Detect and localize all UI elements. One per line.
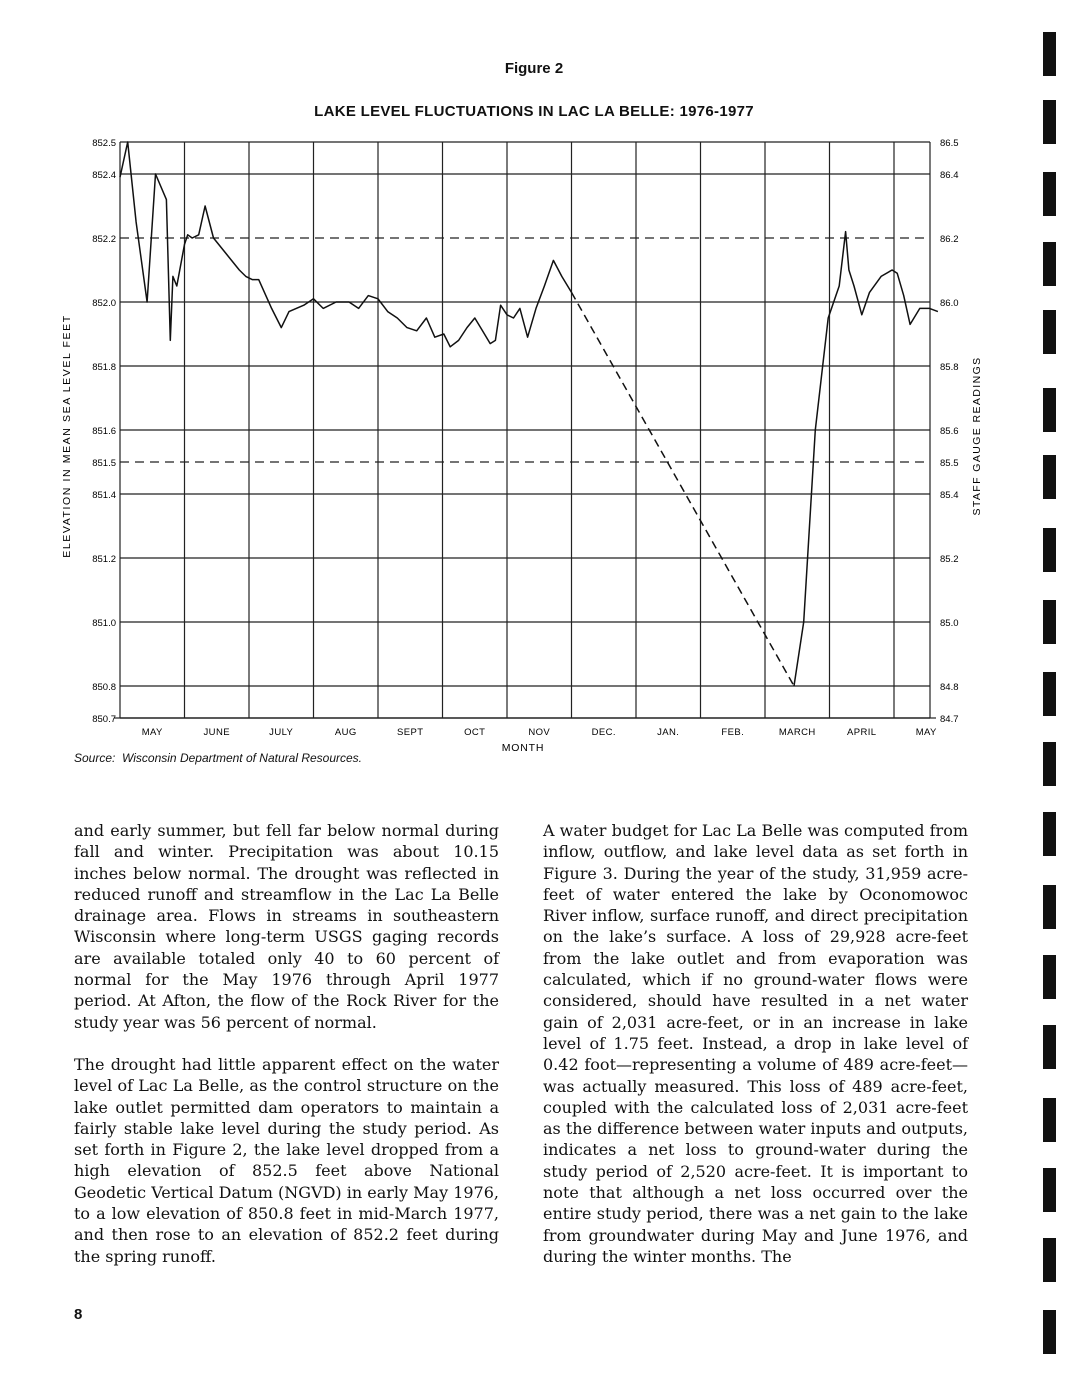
x-tick-label: MAY bbox=[915, 727, 937, 738]
x-tick-label: JAN. bbox=[657, 727, 680, 738]
y-tick-label: 851.0 bbox=[92, 618, 116, 629]
margin-tab bbox=[1043, 32, 1056, 76]
x-tick-label: MAY bbox=[141, 727, 163, 738]
x-tick-label: MARCH bbox=[778, 727, 816, 738]
y2-tick-label: 85.8 bbox=[940, 362, 959, 373]
measured-series-line bbox=[794, 232, 938, 686]
y-tick-label: 852.4 bbox=[92, 170, 116, 181]
right-column bbox=[543, 820, 968, 1288]
x-tick-label: JULY bbox=[269, 727, 294, 738]
y2-tick-label: 86.2 bbox=[940, 234, 959, 245]
y2-axis-label: STAFF GAUGE READINGS bbox=[971, 356, 983, 516]
margin-tab bbox=[1043, 242, 1056, 286]
margin-tab bbox=[1043, 812, 1056, 856]
y-tick-label: 852.5 bbox=[92, 138, 116, 149]
margin-tab bbox=[1043, 1098, 1056, 1142]
margin-tab bbox=[1043, 310, 1056, 354]
x-tick-label: DEC. bbox=[591, 727, 616, 738]
y-tick-label: 851.6 bbox=[92, 426, 116, 437]
margin-tab bbox=[1043, 455, 1056, 499]
y-tick-label: 852.2 bbox=[92, 234, 116, 245]
figure-label: Figure 2 bbox=[504, 60, 564, 77]
source-text: Wisconsin Department of Natural Resources. bbox=[122, 751, 363, 765]
margin-tab bbox=[1043, 1238, 1056, 1282]
y-axis-label: ELEVATION IN MEAN SEA LEVEL FEET bbox=[61, 314, 73, 558]
left-column bbox=[74, 820, 499, 1288]
figure-title: LAKE LEVEL FLUCTUATIONS IN LAC LA BELLE: 1976-1977 bbox=[314, 103, 754, 120]
y-tick-label: 851.4 bbox=[92, 490, 116, 501]
y2-tick-label: 84.8 bbox=[940, 682, 959, 693]
margin-tab bbox=[1043, 1310, 1056, 1354]
right-axis-tick-labels bbox=[940, 138, 959, 725]
x-tick-label: OCT bbox=[464, 727, 486, 738]
y-tick-label: 852.0 bbox=[92, 298, 116, 309]
paragraph: and early summer, but fell far below normal during fall and winter. Precipitation was about 10.15 inches below normal. The drought was reflected in reduced runoff and streamflow in the Lac La Belle drainage area. Flows in streams in southeastern Wisconsin where long-term USGS gaging records are available totaled only 40 to 60 percent of normal for the May 1976 through April 1977 period. At Afton, the flow of the Rock River for the study year was 56 percent of normal. bbox=[74, 821, 499, 1032]
margin-tab bbox=[1043, 955, 1056, 999]
paragraph: The drought had little apparent effect on the water level of Lac La Belle, as the control structure on the lake outlet permitted dam operators to maintain a fairly stable lake level during the study period. As set forth in Figure 2, the lake level dropped from a high elevation of 852.5 feet above National Geodetic Vertical Datum (NGVD) in early May 1976, to a low elevation of 850.8 feet in mid-March 1977, and then rose to an elevation of 852.2 feet during the spring runoff. bbox=[74, 1054, 499, 1266]
left-axis-tick-labels bbox=[92, 138, 116, 725]
lake-level-series bbox=[120, 142, 938, 686]
y2-tick-label: 84.7 bbox=[940, 714, 959, 725]
margin-tab bbox=[1043, 600, 1056, 644]
month-tick-labels bbox=[142, 727, 937, 738]
y2-tick-label: 85.4 bbox=[940, 490, 959, 501]
x-tick-label: NOV bbox=[528, 727, 551, 738]
interpolated-series-line bbox=[572, 292, 795, 686]
margin-tab bbox=[1043, 172, 1056, 216]
y-tick-label: 850.7 bbox=[92, 714, 116, 725]
margin-tab bbox=[1043, 672, 1056, 716]
y-tick-label: 851.2 bbox=[92, 554, 116, 565]
margin-tab bbox=[1043, 1025, 1056, 1069]
y2-tick-label: 86.0 bbox=[940, 298, 959, 309]
page-number: 8 bbox=[74, 1306, 83, 1323]
y2-tick-label: 85.2 bbox=[940, 554, 959, 565]
lake-level-chart bbox=[0, 130, 1000, 760]
margin-tab bbox=[1043, 388, 1056, 432]
y2-tick-label: 85.0 bbox=[940, 618, 959, 629]
figure-source bbox=[74, 751, 362, 765]
margin-tab bbox=[1043, 1168, 1056, 1212]
y2-tick-label: 85.5 bbox=[940, 458, 959, 469]
x-tick-label: SEPT bbox=[397, 727, 424, 738]
x-axis-label: MONTH bbox=[501, 742, 545, 754]
measured-series-line bbox=[120, 142, 572, 347]
margin-tab bbox=[1043, 742, 1056, 786]
y2-tick-label: 86.4 bbox=[940, 170, 959, 181]
y-tick-label: 850.8 bbox=[92, 682, 116, 693]
x-tick-label: APRIL bbox=[847, 727, 877, 738]
horizontal-gridlines bbox=[114, 142, 936, 718]
margin-tab bbox=[1043, 100, 1056, 144]
source-prefix: Source: bbox=[74, 751, 116, 765]
x-tick-label: FEB. bbox=[721, 727, 745, 738]
margin-tab bbox=[1043, 528, 1056, 572]
y-tick-label: 851.8 bbox=[92, 362, 116, 373]
margin-tab bbox=[1043, 885, 1056, 929]
paragraph: A water budget for Lac La Belle was computed from inflow, outflow, and lake level data as set forth in Figure 3. During the year of the study, 31,959 acre-feet of water entered the lake by Oconomowoc River inflow, surface runoff, and direct precipitation on the lake’s surface. A loss of 29,928 acre-feet from the lake outlet and from evaporation was calculated, which if no ground-water flows were considered, should have resulted in a net water gain of 2,031 acre-feet, or in an increase in lake level of 1.75 feet. Instead, a drop in lake level of 0.42 foot—representing a volume of 489 acre-feet—was actually measured. This loss of 489 acre-feet, coupled with the calculated loss of 2,031 acre-feet as the difference between water inputs and outputs, indicates a net loss to ground-water during the study period of 2,520 acre-feet. It is important to note that although a net loss occurred over the entire study period, there was a net gain to the lake from groundwater during May and June 1976, and during the winter months. The bbox=[543, 821, 968, 1266]
x-tick-label: AUG bbox=[334, 727, 357, 738]
y2-tick-label: 86.5 bbox=[940, 138, 959, 149]
y-tick-label: 851.5 bbox=[92, 458, 116, 469]
x-tick-label: JUNE bbox=[203, 727, 230, 738]
y2-tick-label: 85.6 bbox=[940, 426, 959, 437]
